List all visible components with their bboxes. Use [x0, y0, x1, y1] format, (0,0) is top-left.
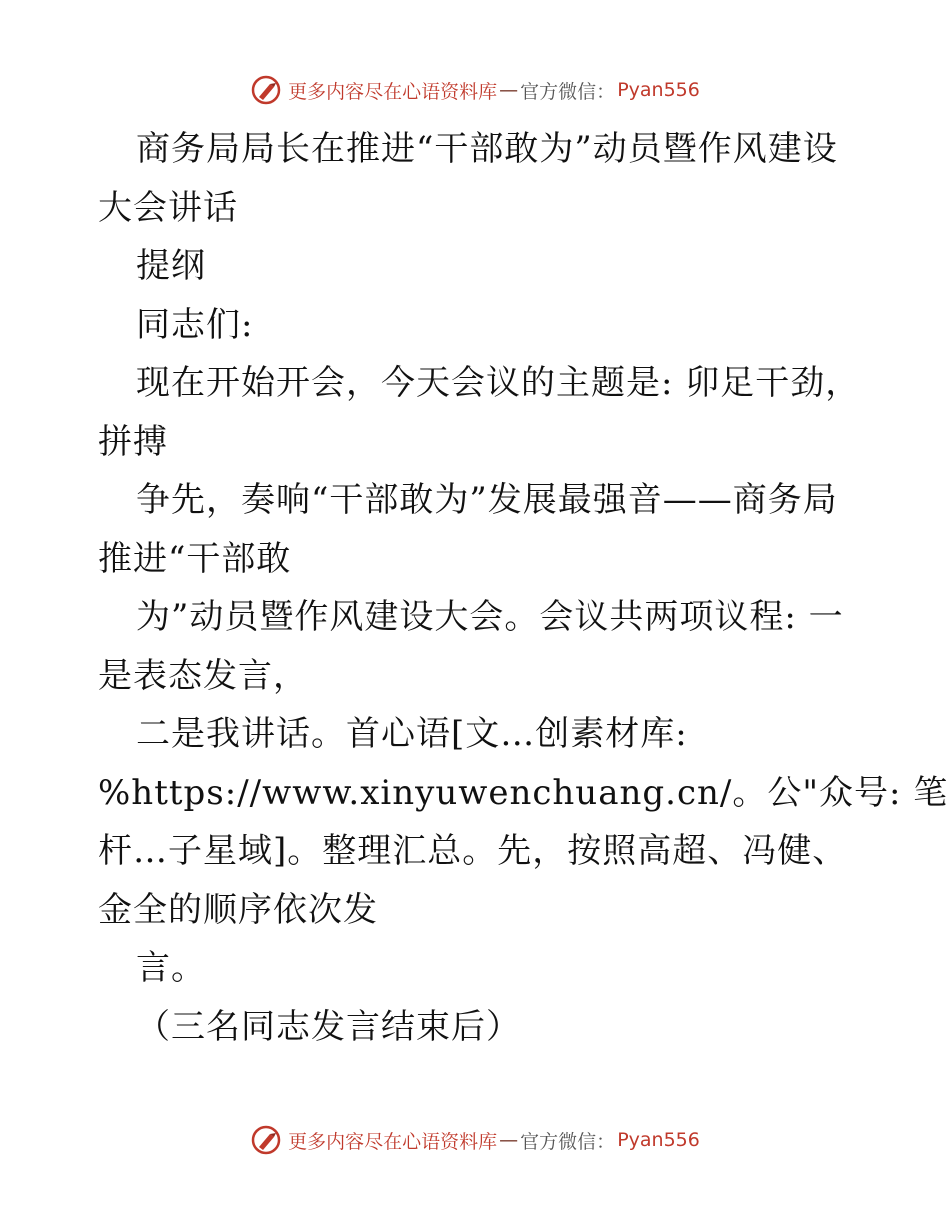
banner-brand: 更多内容尽在心语资料库 [288, 1130, 498, 1153]
salutation: 同志们: [136, 304, 254, 345]
paragraph-line: 为”动员暨作风建设大会。会议共两项议程: 一 [136, 597, 844, 637]
paragraph-line: 二是我讲话。首心语[文…创素材库: [136, 714, 688, 754]
title-line-1: 商务局局长在推进“干部敢为”动员暨作风建设 [136, 129, 838, 169]
stage-note: （三名同志发言结束后） [136, 1006, 521, 1047]
header-banner [0, 70, 950, 110]
title-line-2: 大会讲话 [98, 187, 238, 228]
banner-wechat-id: Pyan556 [617, 79, 700, 101]
pen-logo-icon [250, 1124, 282, 1156]
paragraph-line: %https://www.xinyuwenchuang.cn/。公"众号: 笔 [98, 772, 949, 813]
paragraph-line: 杆…子星域]。整理汇总。先，按照高超、冯健、 [98, 831, 848, 871]
banner-wechat-id: Pyan556 [617, 1129, 700, 1151]
paragraph-line: 现在开始开会，今天会议的主题是: 卯足干劲， [136, 363, 861, 403]
document-body [98, 120, 949, 1056]
banner-wechat-label: 官方微信： [520, 1130, 616, 1153]
paragraph-line: 争先，奏响“干部敢为”发展最强音——商务局 [136, 480, 838, 520]
paragraph-line: 言。 [136, 948, 206, 988]
banner-separator: — [499, 79, 519, 101]
footer-banner [0, 1120, 950, 1160]
pen-logo-icon [250, 74, 282, 106]
paragraph-line: 拼搏 [98, 421, 168, 462]
subtitle-outline: 提纲 [136, 246, 206, 286]
paragraph-line: 推进“干部敢 [98, 538, 292, 579]
paragraph-line: 是表态发言， [98, 655, 308, 696]
paragraph-line: 金全的顺序依次发 [98, 889, 378, 930]
banner-separator: — [499, 1129, 519, 1151]
banner-wechat-label: 官方微信： [520, 80, 616, 103]
banner-brand: 更多内容尽在心语资料库 [288, 80, 498, 103]
